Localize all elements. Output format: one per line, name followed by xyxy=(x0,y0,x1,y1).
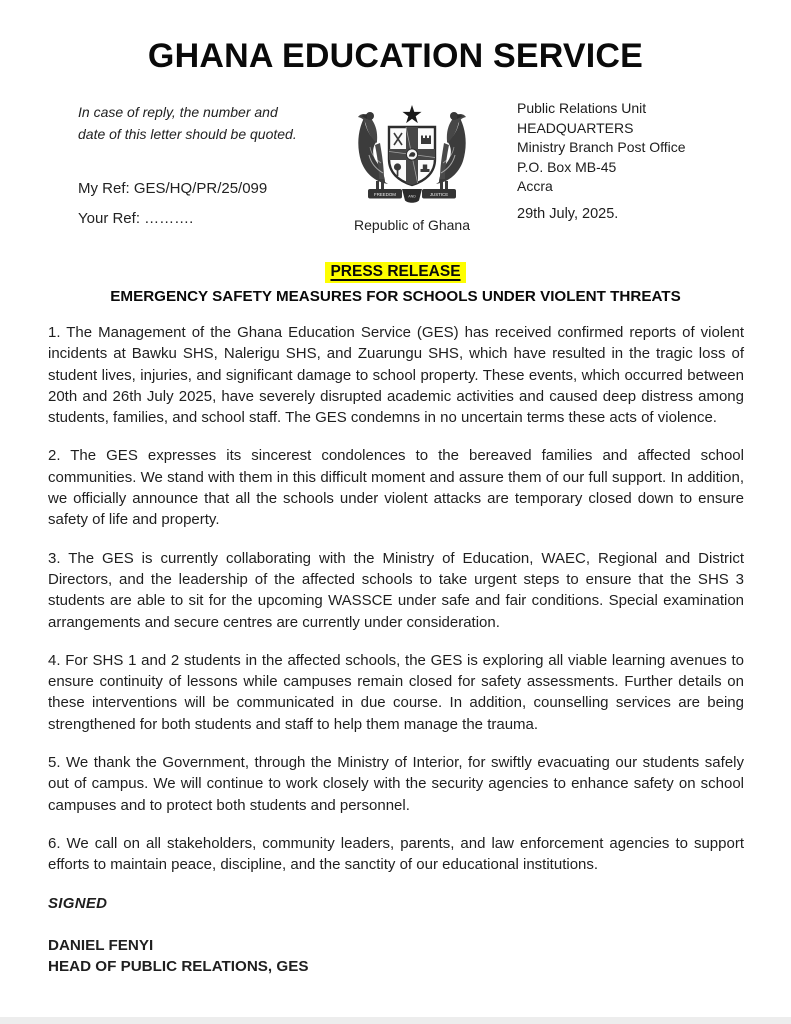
crest-motto-center: AND xyxy=(408,194,416,199)
signatory-name: DANIEL FENYI xyxy=(48,936,154,954)
paragraph-5: 5. We thank the Government, through the Ministry of Interior, for swiftly evacuating our students safely out of campus. We will continue to work closely with the security agencies to enhance safety on school campuses and to protect both students and personnel. xyxy=(48,754,744,814)
address-line-post-office: Ministry Branch Post Office xyxy=(517,139,686,155)
crest-motto-left: FREEDOM xyxy=(374,191,396,197)
signed-label: SIGNED xyxy=(48,894,108,912)
address-line-unit: Public Relations Unit xyxy=(517,100,647,116)
reply-note xyxy=(78,101,297,145)
paragraph-3: 3. The GES is currently collaborating with the Ministry of Education, WAEC, Regional and District Directors, and the leadership of the affected schools to take urgent steps to ensure that the SHS 3 students are able to sit for the upcoming WASSCE under safe and fair conditions. Special examination arrangements and secure centres are currently under consideration. xyxy=(48,549,744,631)
signatory-block xyxy=(48,935,744,977)
paragraph-2: 2. The GES expresses its sincerest condolences to the bereaved families and affected school communities. We stand with them in this difficult moment and assure them of our full support. In addition, we officially announce that all the schools under violent attacks are temporary closed down to ensure safety of life and property. xyxy=(48,447,744,529)
page-bottom-edge xyxy=(0,1017,791,1024)
sender-address xyxy=(517,99,686,197)
paragraph-6: 6. We call on all stakeholders, community leaders, parents, and law enforcement agencies to support efforts to maintain peace, discipline, and the sanctity of our educational institutions. xyxy=(48,834,744,874)
paragraph-1: 1. The Management of the Ghana Education Service (GES) has received confirmed reports of violent incidents at Bawku SHS, Nalerigu SHS, and Zuarungu SHS, which have resulted in the tragic loss of student lives, injuries, and significant damage to school property. These events, which occurred between 20th and 26th July 2025, have severely disrupted academic activities and caused deep distress among students, families, and school staff. The GES condemns in no uncertain terms these acts of violence. xyxy=(48,324,744,427)
letter-date: 29th July, 2025. xyxy=(517,206,619,222)
reply-note-line2: date of this letter should be quoted. xyxy=(78,126,297,142)
address-line-headquarters: HEADQUARTERS xyxy=(517,119,634,136)
paragraph-4: 4. For SHS 1 and 2 students in the affected schools, the GES is exploring all viable learning avenues to ensure continuity of lessons while campuses remain closed for safety assessments. Further details on these interventions will be communicated in due course. In addition, counselling services are being strengthened for both students and staff to help them manage the trauma. xyxy=(48,651,744,733)
your-ref-line: Your Ref: ………. xyxy=(78,210,194,227)
address-line-city: Accra xyxy=(517,178,553,194)
my-ref-line: My Ref: GES/HQ/PR/25/099 xyxy=(78,180,268,197)
signatory-title: HEAD OF PUBLIC RELATIONS, GES xyxy=(48,957,309,975)
page-title: GHANA EDUCATION SERVICE xyxy=(147,37,644,75)
black-star-icon xyxy=(402,105,421,123)
release-headline: EMERGENCY SAFETY MEASURES FOR SCHOOLS UNDER VIOLENT THREATS xyxy=(110,288,681,305)
ghana-coat-of-arms-icon xyxy=(348,103,476,206)
crest-motto-right: JUSTICE xyxy=(429,191,449,197)
address-line-po-box: P.O. Box MB-45 xyxy=(517,158,617,175)
press-release-label: PRESS RELEASE xyxy=(325,262,465,283)
press-release-label-row xyxy=(0,262,791,283)
release-body xyxy=(48,322,744,977)
crest-caption: Republic of Ghana xyxy=(354,217,470,233)
reply-note-line1: In case of reply, the number and xyxy=(78,104,278,120)
